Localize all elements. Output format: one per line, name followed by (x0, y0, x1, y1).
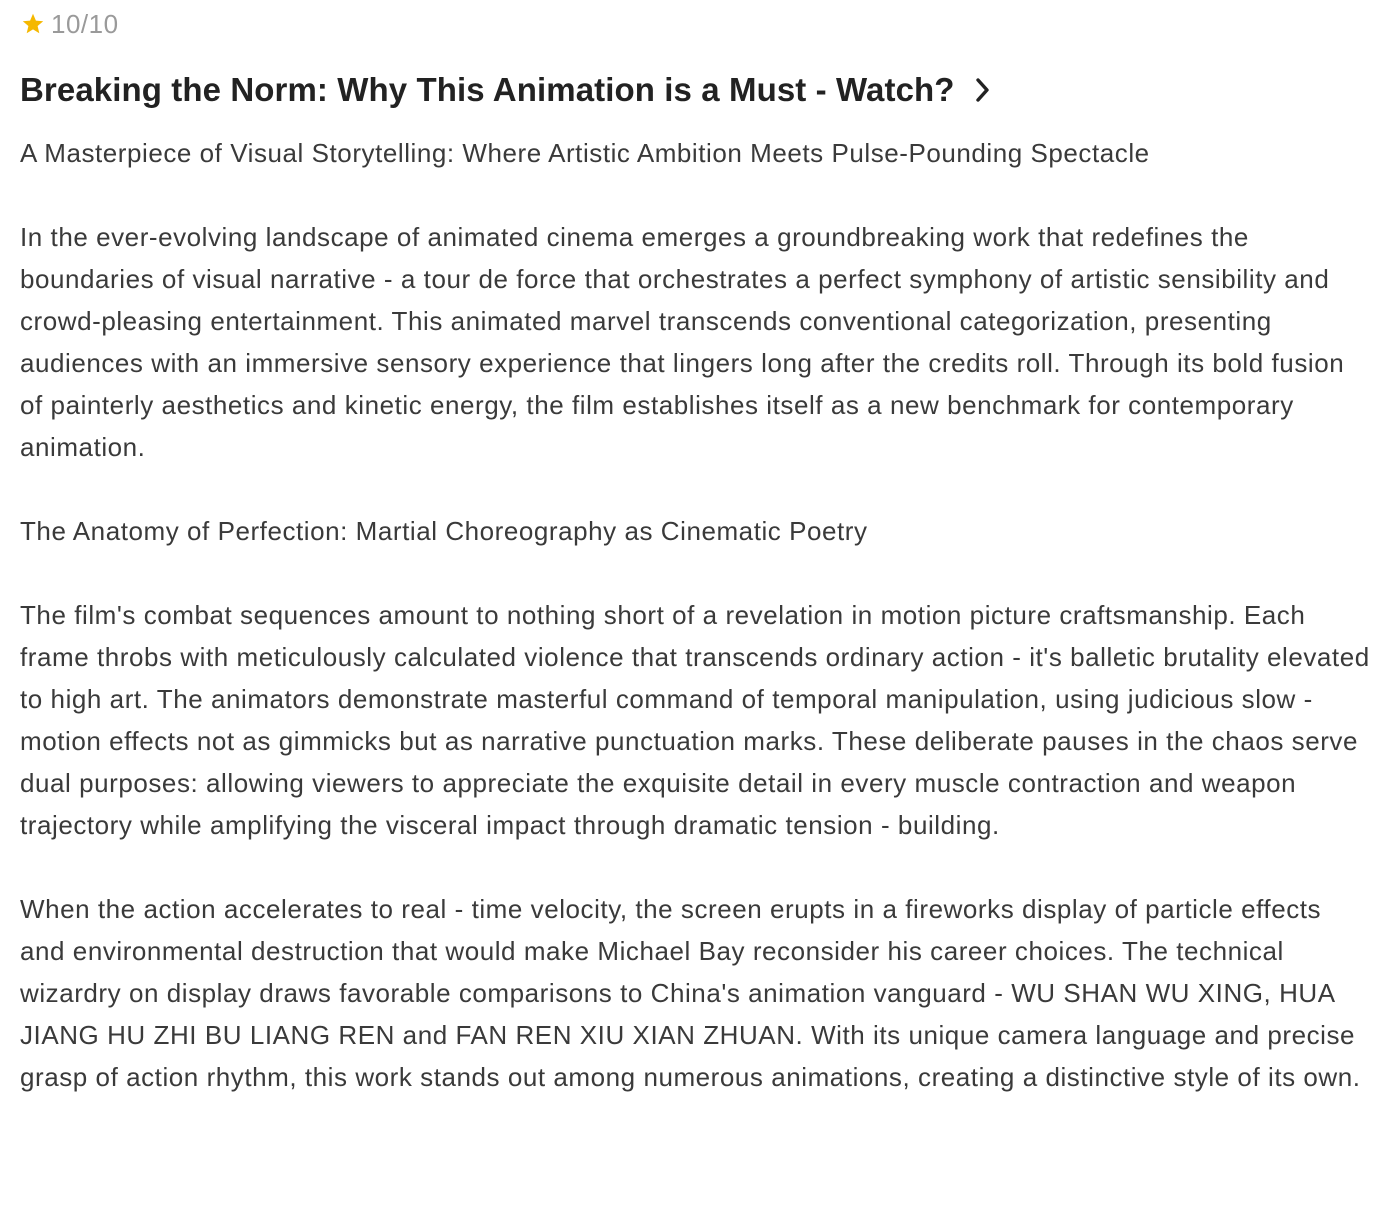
review-paragraph: The film's combat sequences amount to nothing short of a revelation in motion picture craftsmanship. Each frame throbs with meticulously calculated violence that transcends ordinary action - it's balletic brutality elevated to high art. The animators demonstrate masterful command of temporal manipulation, using judicious slow - motion effects not as gimmicks but as narrative punctuation marks. These deliberate pauses in the chaos serve dual purposes: allowing viewers to appreciate the exquisite detail in every muscle contraction and weapon trajectory while amplifying the visceral impact through dramatic tension - building. (20, 600, 1370, 840)
review-title[interactable]: Breaking the Norm: Why This Animation is a Must - Watch? (20, 71, 955, 108)
review-paragraph: When the action accelerates to real - time velocity, the screen erupts in a fireworks display of particle effects and environmental destruction that would make Michael Bay reconsider his career choices. The technical wizardry on display draws favorable comparisons to China's animation vanguard - WU SHAN WU XING, HUA JIANG HU ZHI BU LIANG REN and FAN REN XIU XIAN ZHUAN. With its unique camera language and precise grasp of action rhythm, this work stands out among numerous animations, creating a distinctive style of its own. (20, 894, 1361, 1092)
review-card (0, 8, 1391, 1098)
review-subtitle: A Masterpiece of Visual Storytelling: Where Artistic Ambition Meets Pulse-Pounding Spectacle (20, 138, 1150, 168)
star-icon (21, 12, 45, 36)
review-paragraph: In the ever-evolving landscape of animated cinema emerges a groundbreaking work that redefines the boundaries of visual narrative - a tour de force that orchestrates a perfect symphony of artistic sensibility and crowd-pleasing entertainment. This animated marvel transcends conventional categorization, presenting audiences with an immersive sensory experience that lingers long after the credits roll. Through its bold fusion of painterly aesthetics and kinetic energy, the film establishes itself as a new benchmark for contemporary animation. (20, 222, 1345, 462)
chevron-right-icon[interactable] (973, 76, 993, 104)
review-title-link[interactable] (20, 70, 1371, 110)
rating-score: 10/10 (51, 8, 119, 39)
review-body (20, 132, 1371, 1098)
review-section-heading: The Anatomy of Perfection: Martial Choreography as Cinematic Poetry (20, 516, 868, 546)
rating (20, 8, 1371, 39)
